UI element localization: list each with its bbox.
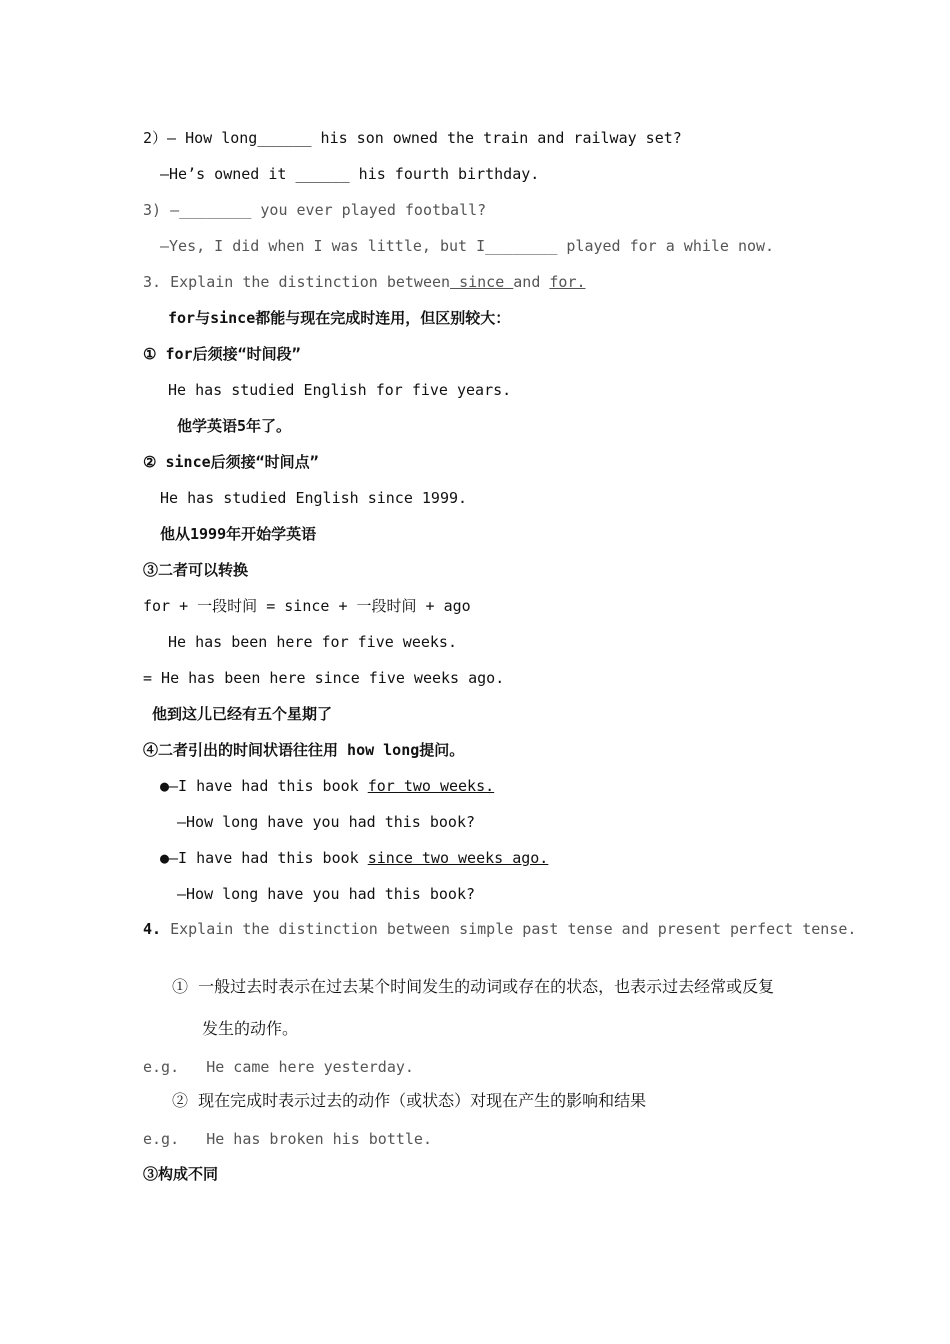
section4-number: 4. — [143, 920, 162, 938]
q2-line1: 2）— How long______ his son owned the train and railway set? — [143, 129, 682, 147]
example1-text: ●—I have had this book — [160, 777, 368, 795]
section4-heading-text: Explain the distinction between simple past tense and present perfect tense. — [161, 920, 857, 938]
point4-example1 — [160, 776, 494, 796]
point1-title: ① for后须接“时间段” — [143, 345, 301, 363]
point4-example2 — [160, 848, 548, 868]
point2-title: ② since后须接“时间点” — [143, 453, 319, 471]
point3-translation: 他到这儿已经有五个星期了 — [152, 705, 333, 723]
q3-line1: 3) —________ you ever played football? — [143, 201, 487, 219]
point3-formula: for + 一段时间 = since + 一段时间 + ago — [143, 597, 471, 615]
point1-example: He has studied English for five years. — [168, 381, 512, 399]
tense-point3: ③构成不同 — [143, 1165, 219, 1183]
example-eg2: e.g. He has broken his bottle. — [143, 1130, 432, 1148]
tense-point2: ② 现在完成时表示过去的动作（或状态）对现在产生的影响和结果 — [172, 1091, 647, 1110]
section4-heading — [143, 919, 856, 939]
and-text: and — [513, 273, 550, 291]
for-underlined: for. — [549, 273, 586, 291]
point3-example2: = He has been here since five weeks ago. — [143, 669, 505, 687]
point2-translation: 他从1999年开始学英语 — [160, 525, 317, 543]
tense-point1-line1: ① 一般过去时表示在过去某个时间发生的动词或存在的状态，也表示过去经常或反复 — [172, 977, 775, 996]
point4-title: ④二者引出的时间状语往往用 how long提问。 — [143, 741, 465, 759]
heading-text: 3. Explain the distinction between — [143, 273, 451, 291]
section3-heading — [143, 272, 586, 292]
example-eg1: e.g. He came here yesterday. — [143, 1058, 414, 1076]
since-underlined: since — [450, 273, 514, 291]
point3-title: ③二者可以转换 — [143, 561, 249, 579]
point2-example: He has studied English since 1999. — [160, 489, 468, 507]
point4-question1: —How long have you had this book? — [177, 813, 476, 831]
section3-intro: for与since都能与现在完成时连用，但区别较大： — [168, 309, 511, 327]
example2-underlined: since two weeks ago. — [367, 849, 549, 867]
point3-example1: He has been here for five weeks. — [168, 633, 457, 651]
example1-underlined: for two weeks. — [367, 777, 495, 795]
tense-point1-line2: 发生的动作。 — [202, 1019, 299, 1038]
example2-text: ●—I have had this book — [160, 849, 368, 867]
q2-line2: —He’s owned it ______ his fourth birthday. — [160, 165, 540, 183]
point4-question2: —How long have you had this book? — [177, 885, 476, 903]
point1-translation: 他学英语5年了。 — [177, 417, 292, 435]
q3-line2: —Yes, I did when I was little, but I________ played for a while now. — [160, 237, 775, 255]
